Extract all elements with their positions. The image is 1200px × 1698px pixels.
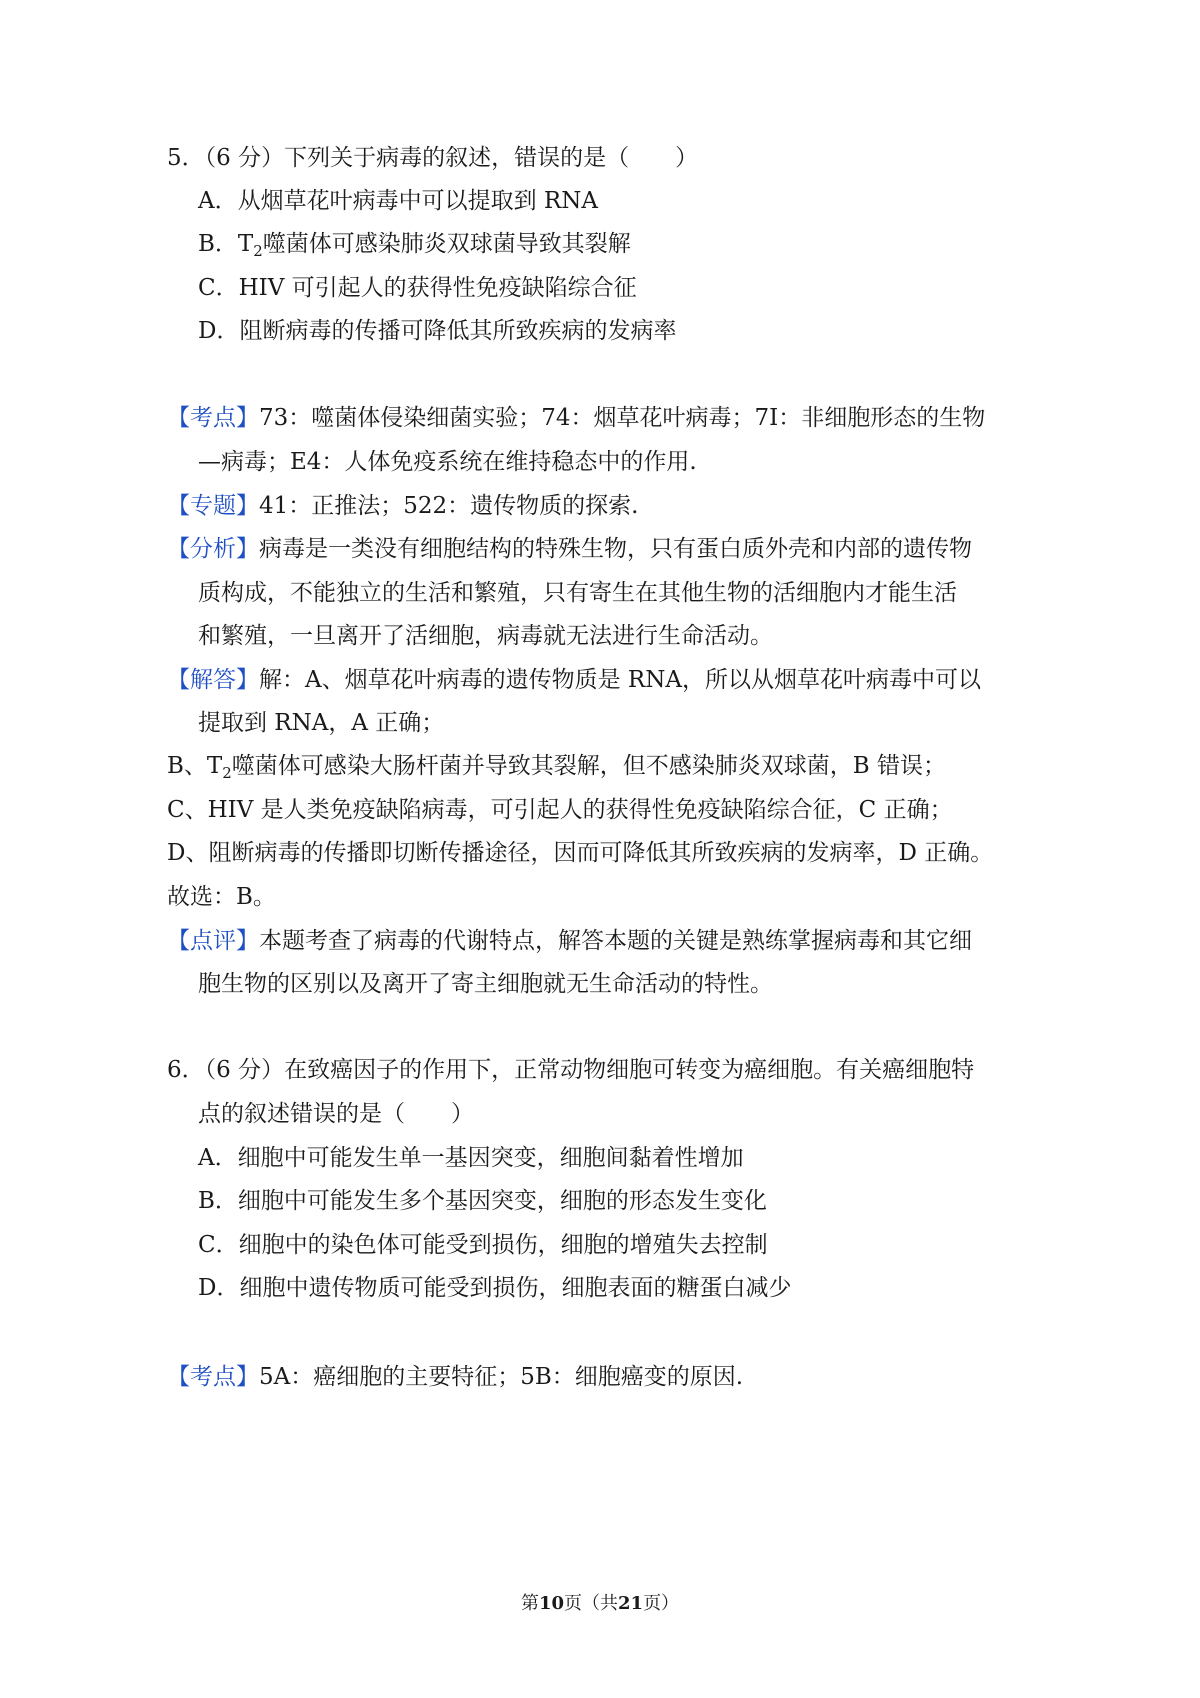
q6-option-c: C．细胞中的染色体可能受到损伤，细胞的增殖失去控制 bbox=[198, 1232, 768, 1258]
zhuanti-tag: 【专题】 bbox=[167, 493, 259, 519]
jieda-tag: 【解答】 bbox=[167, 667, 259, 693]
current-page-number: 10 bbox=[538, 1593, 564, 1614]
q5-answer: 故选：B。 bbox=[167, 884, 276, 910]
kaodian-tag: 【考点】 bbox=[167, 405, 259, 431]
q5-jieda-b: B、$T_2$噬菌体可感染大肠杆菌并导致其裂解，但不感染肺炎双球菌，B 错误； bbox=[167, 753, 947, 782]
total-pages: 21 bbox=[618, 1593, 644, 1614]
kaodian-tag: 【考点】 bbox=[167, 1364, 259, 1390]
q5-option-d: D．阻断病毒的传播可降低其所致疾病的发病率 bbox=[198, 318, 677, 344]
q5-jieda-c: C、HIV 是人类免疫缺陷病毒，可引起人的获得性免疫缺陷综合征，C 正确； bbox=[167, 797, 953, 823]
q5-fenxi-cont-2: 和繁殖，一旦离开了活细胞，病毒就无法进行生命活动。 bbox=[198, 623, 773, 649]
q6-stem: 6．（6 分）在致癌因子的作用下，正常动物细胞可转变为癌细胞。有关癌细胞特 bbox=[167, 1057, 975, 1083]
q5-jieda-d: D、阻断病毒的传播即切断传播途径，因而可降低其所致疾病的发病率，D 正确。 bbox=[167, 840, 994, 866]
q5-stem: 5．（6 分）下列关于病毒的叙述，错误的是（ ） bbox=[167, 145, 699, 171]
q5-jieda: 【解答】解：A、烟草花叶病毒的遗传物质是 RNA，所以从烟草花叶病毒中可以 bbox=[167, 667, 981, 693]
q5-fenxi: 【分析】病毒是一类没有细胞结构的特殊生物，只有蛋白质外壳和内部的遗传物 bbox=[167, 536, 972, 562]
fenxi-tag: 【分析】 bbox=[167, 536, 259, 562]
q5-dianping: 【点评】本题考查了病毒的代谢特点，解答本题的关键是熟练掌握病毒和其它细 bbox=[167, 928, 972, 954]
q6-option-a: A．细胞中可能发生单一基因突变，细胞间黏着性增加 bbox=[198, 1145, 744, 1171]
q5-kaodian: 【考点】73：噬菌体侵染细菌实验；74：烟草花叶病毒；7I：非细胞形态的生物 bbox=[167, 405, 986, 431]
q5-kaodian-cont: —病毒；E4：人体免疫系统在维持稳态中的作用. bbox=[198, 449, 697, 475]
q5-option-b: B．$T_2$噬菌体可感染肺炎双球菌导致其裂解 bbox=[198, 231, 631, 260]
q6-option-d: D．细胞中遗传物质可能受到损伤，细胞表面的糖蛋白减少 bbox=[198, 1275, 792, 1301]
q6-stem-cont: 点的叙述错误的是（ ） bbox=[198, 1101, 474, 1127]
dianping-tag: 【点评】 bbox=[167, 928, 259, 954]
page-footer: 第10页（共21页） bbox=[520, 1593, 680, 1614]
q5-fenxi-cont-1: 质构成，不能独立的生活和繁殖，只有寄生在其他生物的活细胞内才能生活 bbox=[198, 580, 957, 606]
q5-dianping-cont: 胞生物的区别以及离开了寄主细胞就无生命活动的特性。 bbox=[198, 971, 773, 997]
q6-kaodian: 【考点】5A：癌细胞的主要特征；5B：细胞癌变的原因. bbox=[167, 1364, 744, 1390]
q5-zhuanti: 【专题】41：正推法；522：遗传物质的探索. bbox=[167, 493, 639, 519]
q5-option-c: C．HIV 可引起人的获得性免疫缺陷综合征 bbox=[198, 275, 637, 301]
q5-option-a: A．从烟草花叶病毒中可以提取到 RNA bbox=[198, 188, 598, 214]
q5-jieda-cont: 提取到 RNA，A 正确； bbox=[198, 710, 445, 736]
q6-option-b: B．细胞中可能发生多个基因突变，细胞的形态发生变化 bbox=[198, 1188, 767, 1214]
